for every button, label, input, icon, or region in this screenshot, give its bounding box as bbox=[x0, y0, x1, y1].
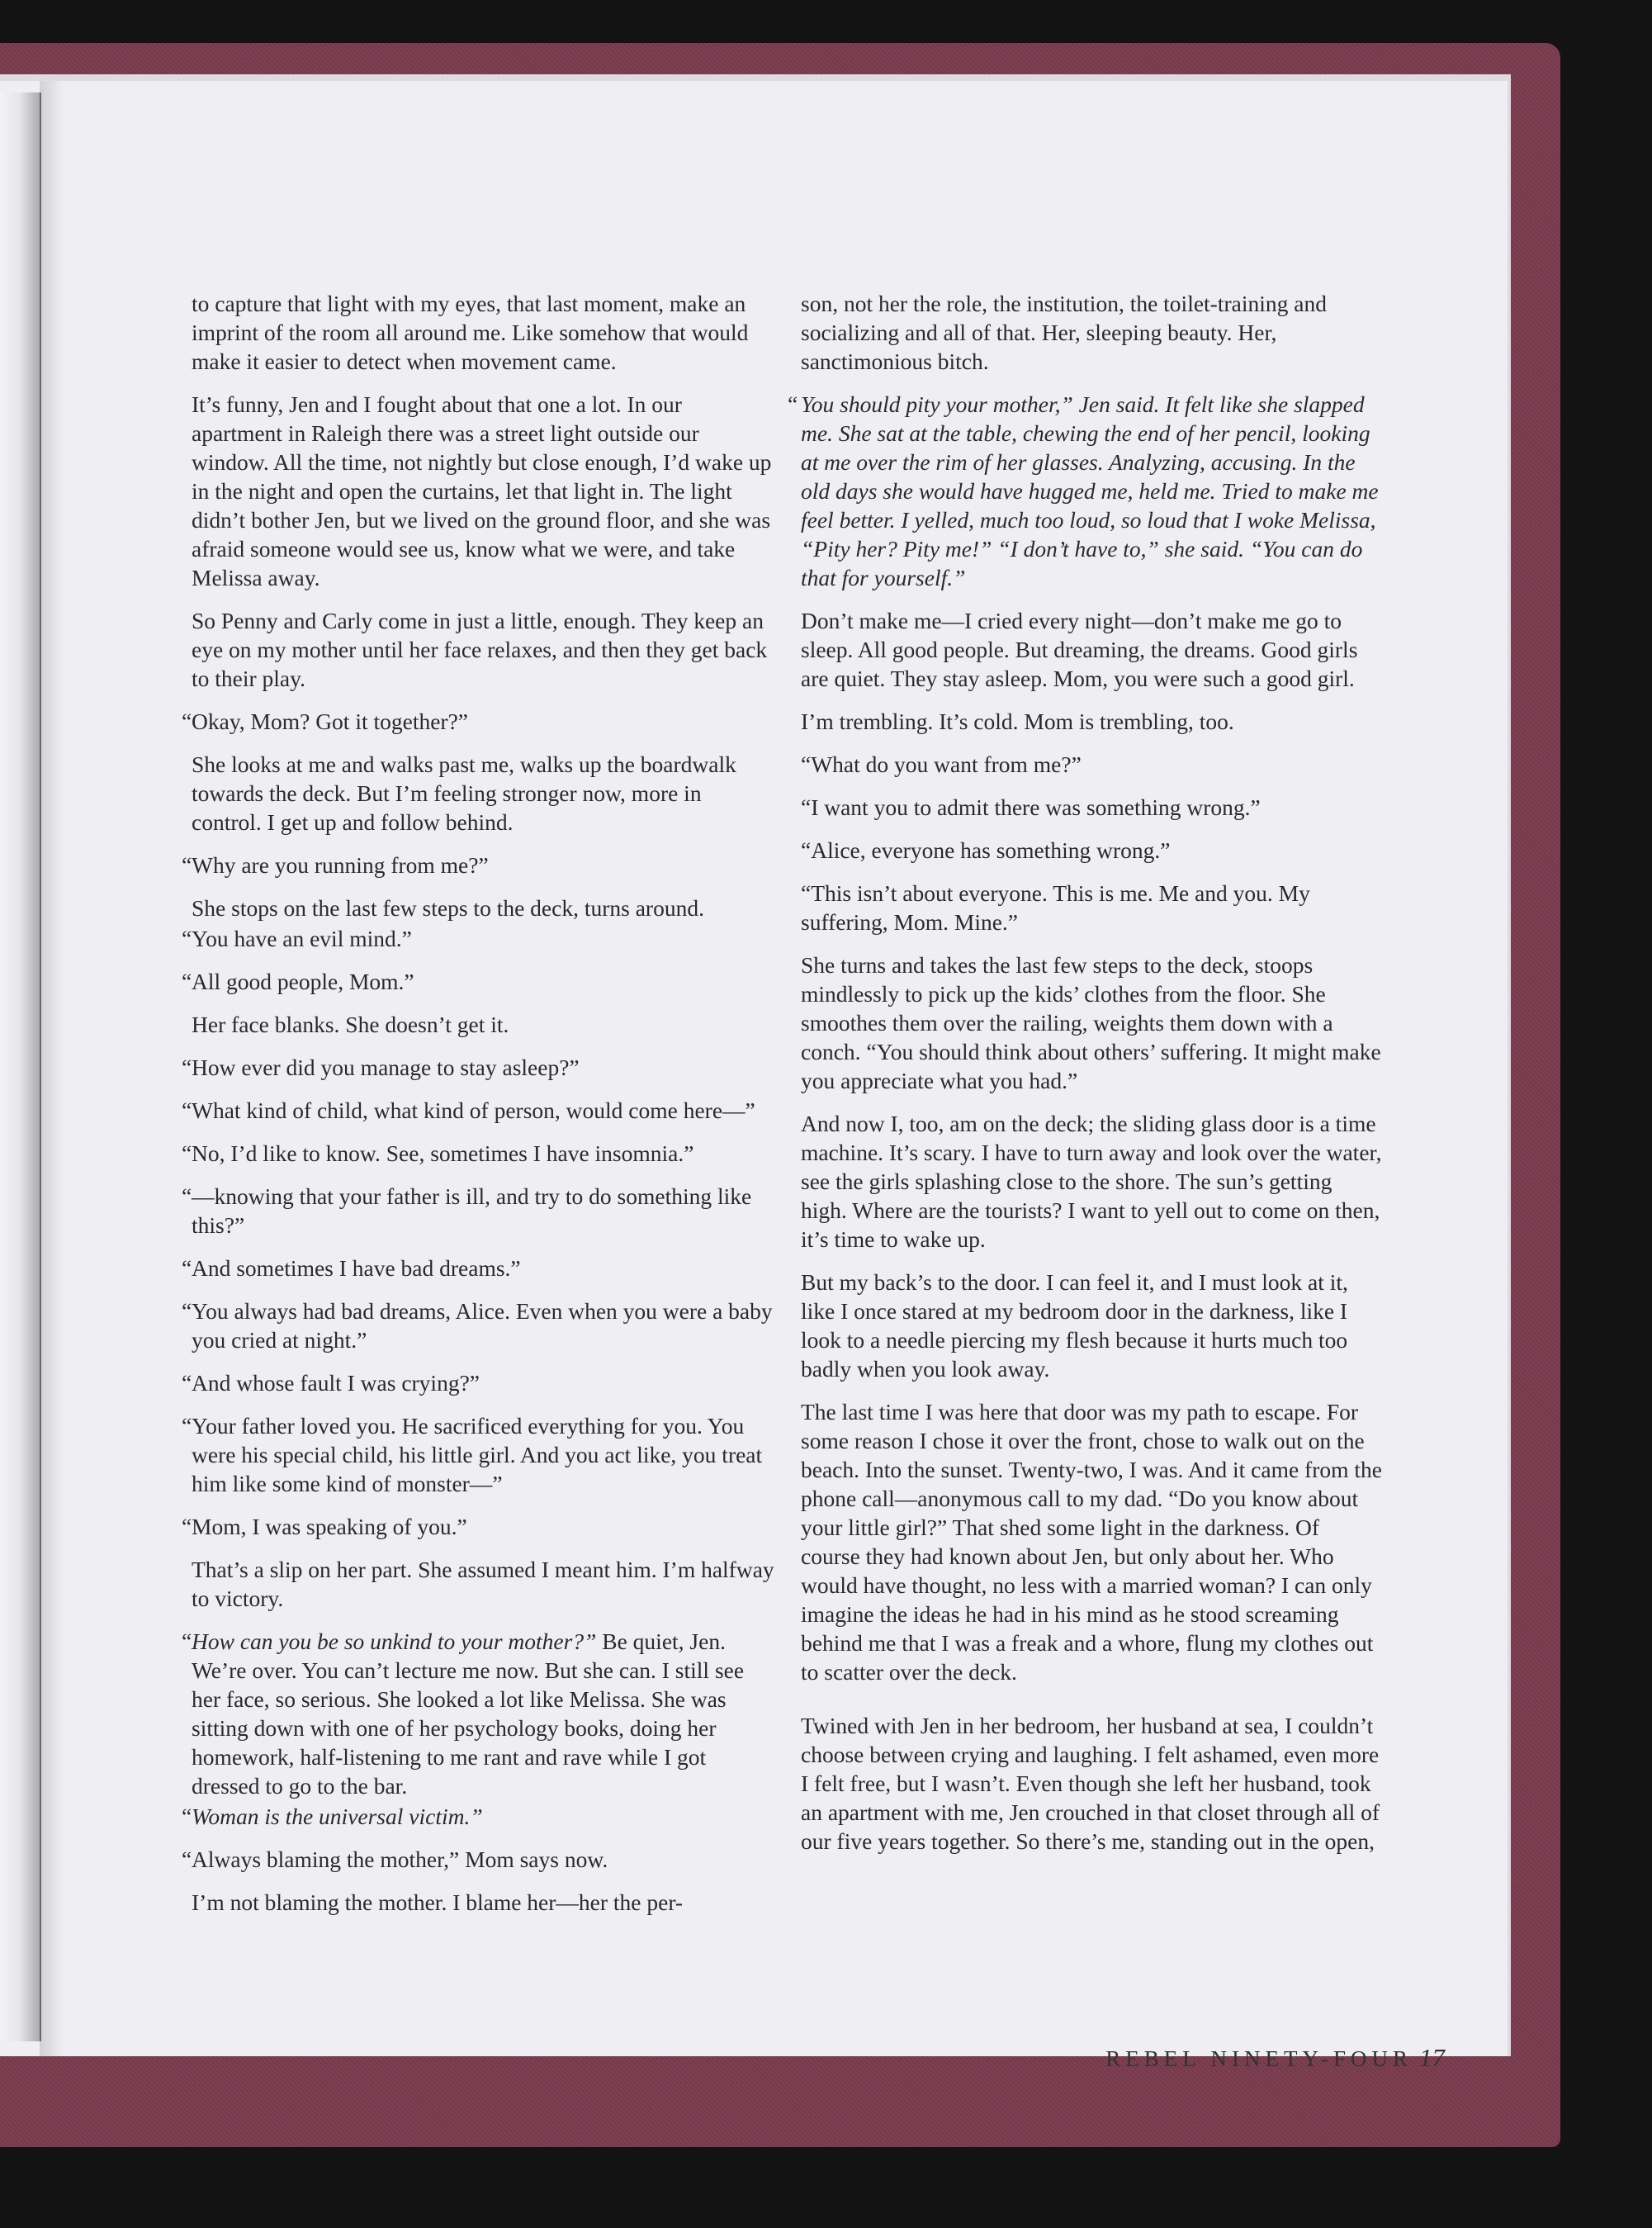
paragraph bbox=[192, 289, 776, 376]
paragraph bbox=[182, 1512, 776, 1541]
paragraph-text: Don’t make me—I cried every night—don’t make me go to sleep. All good people. But dreaming, the dreams. Good girls are quiet. They stay asleep. Mom, you were such a good girl. bbox=[801, 608, 1358, 691]
paragraph-text: I’m trembling. It’s cold. Mom is trembling, too. bbox=[801, 709, 1234, 734]
right-text-column bbox=[788, 289, 1382, 1870]
open-quote-mark: “ bbox=[788, 391, 798, 417]
paragraph bbox=[192, 1555, 776, 1613]
paragraph bbox=[192, 894, 776, 922]
open-quote-mark: “ bbox=[182, 969, 192, 994]
open-quote-mark: “ bbox=[182, 1804, 192, 1829]
paragraph-text: “Alice, everyone has something wrong.” bbox=[801, 837, 1171, 863]
paragraph bbox=[192, 390, 776, 592]
running-footer bbox=[1065, 2043, 1445, 2073]
paragraph bbox=[192, 1010, 776, 1039]
paragraph bbox=[182, 967, 776, 996]
paragraph bbox=[798, 1711, 1382, 1856]
paragraph bbox=[182, 851, 776, 879]
paragraph bbox=[798, 1109, 1382, 1254]
gutter-shadow bbox=[40, 81, 64, 2056]
left-page-edge bbox=[0, 92, 41, 2041]
paragraph-text: She stops on the last few steps to the deck, turns around. bbox=[192, 895, 704, 921]
paragraph bbox=[192, 1888, 776, 1917]
paragraph-text: —knowing that your father is ill, and try to do something like this?” bbox=[192, 1183, 752, 1238]
paragraph-text: You always had bad dreams, Alice. Even when you were a baby you cried at night.” bbox=[192, 1298, 773, 1353]
paragraph-text: But my back’s to the door. I can feel it, and I must look at it, like I once stared at my bedroom door in the darkness, like I look to a needle piercing my flesh because it hurts much too badly when you look away. bbox=[801, 1269, 1348, 1382]
paragraph bbox=[182, 1845, 776, 1874]
paragraph-text: How ever did you manage to stay asleep?” bbox=[192, 1055, 580, 1080]
paragraph-text: That’s a slip on her part. She assumed I meant him. I’m halfway to victory. bbox=[192, 1557, 774, 1611]
paragraph bbox=[182, 924, 776, 953]
paragraph-text: I’m not blaming the mother. I blame her—her the per- bbox=[192, 1889, 684, 1915]
paragraph-text: It’s funny, Jen and I fought about that one a lot. In our apartment in Raleigh there was a street light outside our window. All the time, not nightly but close enough, I’d wake up in the night and open the curtains, let that light in. The light didn’t bother Jen, but we lived on the ground floor, and she was afraid someone would see us, know what we were, and take Melissa away. bbox=[192, 391, 772, 590]
paragraph bbox=[182, 1627, 776, 1800]
open-quote-mark: “ bbox=[182, 852, 192, 878]
paragraph-text: The last time I was here that door was my path to escape. For some reason I chose it over the front, chose to walk out on the beach. Into the sunset. Twenty-two, I was. And it came from the phone call—anonymous call to my dad. “Do you know about your little girl?” That shed some light in the darkness. Of course they had known about Jen, but only about her. Who would have thought, no less with a married woman? I can only imagine the ideas he had in his mind as he stood screaming behind me that I was a freak and a whore, flung my clothes out to scatter over the deck. bbox=[801, 1399, 1382, 1685]
paragraph-text: What kind of child, what kind of person, would come here—” bbox=[192, 1097, 755, 1123]
paragraph bbox=[182, 1368, 776, 1397]
paragraph-text: Okay, Mom? Got it together?” bbox=[192, 709, 468, 734]
open-quote-mark: “ bbox=[182, 1183, 192, 1209]
italic-text: Woman is the universal victim.” bbox=[192, 1804, 483, 1829]
open-quote-mark: “ bbox=[182, 1370, 192, 1396]
open-quote-mark: “ bbox=[182, 1413, 192, 1439]
paragraph bbox=[798, 793, 1382, 822]
paragraph bbox=[798, 1268, 1382, 1383]
paragraph bbox=[798, 836, 1382, 865]
open-quote-mark: “ bbox=[182, 1628, 192, 1654]
open-quote-mark: “ bbox=[182, 1846, 192, 1872]
paragraph-text: You have an evil mind.” bbox=[192, 926, 412, 951]
paragraph-text: “What do you want from me?” bbox=[801, 751, 1082, 777]
paragraph bbox=[192, 606, 776, 693]
paragraph bbox=[182, 1053, 776, 1082]
paragraph-text: Her face blanks. She doesn’t get it. bbox=[192, 1012, 509, 1037]
paragraph-text: No, I’d like to know. See, sometimes I have insomnia.” bbox=[192, 1140, 694, 1166]
footer-title: REBEL NINETY-FOUR bbox=[1105, 2046, 1413, 2071]
paragraph bbox=[182, 1254, 776, 1282]
paragraph-text: And sometimes I have bad dreams.” bbox=[192, 1255, 521, 1281]
page-number: 17 bbox=[1419, 2043, 1445, 2072]
paragraph-text: Mom, I was speaking of you.” bbox=[192, 1514, 467, 1539]
paragraph bbox=[798, 707, 1382, 736]
paragraph bbox=[182, 1182, 776, 1240]
left-text-column bbox=[182, 289, 776, 1931]
italic-text: How can you be so unkind to your mother?” bbox=[192, 1628, 597, 1654]
paragraph bbox=[798, 950, 1382, 1095]
open-quote-mark: “ bbox=[182, 1097, 192, 1123]
paragraph-text: Why are you running from me?” bbox=[192, 852, 489, 878]
open-quote-mark: “ bbox=[182, 1055, 192, 1080]
open-quote-mark: “ bbox=[182, 1140, 192, 1166]
paragraph-text: Twined with Jen in her bedroom, her husband at sea, I couldn’t choose between crying and laughing. I felt ashamed, even more I felt free, but I wasn’t. Even though she left her husband, took an apartment with me, Jen crouched in that closet through all of our five years together. So there’s me, standing out in the open, bbox=[801, 1713, 1380, 1854]
paragraph-text: Your father loved you. He sacrificed everything for you. You were his special child, his little girl. And you act like, you treat him like some kind of monster—” bbox=[192, 1413, 763, 1496]
paragraph-text: “This isn’t about everyone. This is me. Me and you. My suffering, Mom. Mine.” bbox=[801, 880, 1310, 935]
paragraph bbox=[798, 1397, 1382, 1686]
italic-text: You should pity your mother,” Jen said. It felt like she slapped me. She sat at the table, chewing the end of her pencil, looking at me over the rim of her glasses. Analyzing, accusing. In the old days she would have hugged me, held me. Tried to make me feel better. I yelled, much too loud, so loud that I woke Melissa, “Pity her? Pity me!” “I don’t have to,” she said. “You can do that for yourself.” bbox=[801, 391, 1379, 590]
paragraph-text: Be quiet, Jen. We’re over. You can’t lecture me now. But she can. I still see her face, so serious. She looked a lot like Melissa. She was sitting down with one of her psychology books, doing her homework, half-listening to me rant and rave while I got dressed to go to the bar. bbox=[192, 1628, 745, 1799]
paragraph bbox=[798, 606, 1382, 693]
paragraph bbox=[182, 707, 776, 736]
paragraph-text: “I want you to admit there was something wrong.” bbox=[801, 794, 1261, 820]
paragraph-text: She turns and takes the last few steps to the deck, stoops mindlessly to pick up the kids’ clothes from the floor. She smoothes them over the railing, weights them down with a conch. “You should think about others’ suffering. It might make you appreciate what you had.” bbox=[801, 952, 1381, 1093]
paragraph bbox=[798, 289, 1382, 376]
paragraph bbox=[192, 750, 776, 837]
paragraph bbox=[798, 750, 1382, 779]
paragraph bbox=[182, 1411, 776, 1498]
paragraph-text: She looks at me and walks past me, walks up the boardwalk towards the deck. But I’m feeling stronger now, more in control. I get up and follow behind. bbox=[192, 751, 736, 835]
paragraph-text: son, not her the role, the institution, the toilet-training and socializing and all of that. Her, sleeping beauty. Her, sanctimonious bitch. bbox=[801, 291, 1327, 374]
paragraph bbox=[182, 1297, 776, 1354]
open-quote-mark: “ bbox=[182, 926, 192, 951]
paragraph-text: All good people, Mom.” bbox=[192, 969, 414, 994]
paragraph bbox=[182, 1139, 776, 1168]
paragraph bbox=[788, 390, 1382, 592]
open-quote-mark: “ bbox=[182, 1298, 192, 1324]
paragraph-text: to capture that light with my eyes, that last moment, make an imprint of the room all around me. Like somehow that would make it easier to detect when movement came. bbox=[192, 291, 749, 374]
paragraph bbox=[182, 1802, 776, 1831]
paragraph-text: So Penny and Carly come in just a little, enough. They keep an eye on my mother until her face relaxes, and then they get back to their play. bbox=[192, 608, 768, 691]
open-quote-mark: “ bbox=[182, 709, 192, 734]
paragraph-text: And now I, too, am on the deck; the sliding glass door is a time machine. It’s scary. I have to turn away and look over the water, see the girls splashing close to the shore. The sun’s getting high. Where are the tourists? I want to yell out to come on then, it’s time to wake up. bbox=[801, 1111, 1382, 1252]
paragraph-text: And whose fault I was crying?” bbox=[192, 1370, 480, 1396]
open-quote-mark: “ bbox=[182, 1514, 192, 1539]
open-quote-mark: “ bbox=[182, 1255, 192, 1281]
paragraph-text: Always blaming the mother,” Mom says now. bbox=[192, 1846, 608, 1872]
paragraph bbox=[182, 1096, 776, 1125]
paragraph bbox=[798, 879, 1382, 936]
